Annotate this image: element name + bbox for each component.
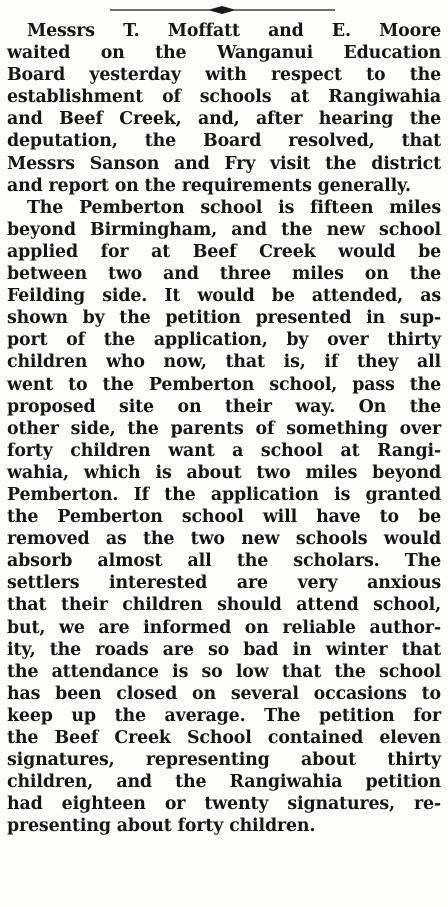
text-line: proposed site on their way. On the <box>7 396 441 417</box>
text-line: Pemberton. If the application is granted <box>7 484 441 505</box>
text-line: Board yesterday with respect to the <box>7 65 441 86</box>
article-paragraph <box>7 197 441 838</box>
text-line: beyond Birmingham, and the new school <box>7 219 441 240</box>
text-line: that their children should attend school, <box>7 595 441 616</box>
text-line: waited on the Wanganui Education <box>7 43 441 64</box>
text-line: ity, the roads are so bad in winter that <box>7 639 441 660</box>
text-line: establishment of schools at Rangiwahia <box>7 87 441 108</box>
text-line: had eighteen or twenty signatures, re- <box>7 794 441 815</box>
text-line: and Beef Creek, and, after hearing the <box>7 109 441 130</box>
text-line: signatures, representing about thirty <box>7 750 441 771</box>
text-line: and report on the requirements generally. <box>7 175 411 196</box>
text-line: children who now, that is, if they all <box>7 352 441 373</box>
text-line: has been closed on several occasions to <box>7 683 441 704</box>
text-line: but, we are informed on reliable author- <box>7 617 441 638</box>
text-line: Feilding side. It would be attended, as <box>7 286 441 307</box>
article-text <box>7 20 441 837</box>
text-line: went to the Pemberton school, pass the <box>7 374 441 395</box>
text-line: forty children want a school at Rangi- <box>7 440 441 461</box>
text-line: The Pemberton school is fifteen miles <box>27 197 441 218</box>
text-line: absorb almost all the scholars. The <box>7 551 441 572</box>
text-line: wahia, which is about two miles beyond <box>7 462 441 483</box>
article-paragraph <box>7 20 441 197</box>
text-line: removed as the two new schools would <box>7 529 441 550</box>
text-line: settlers interested are very anxious <box>7 573 441 594</box>
column-rule-ornament <box>110 4 335 16</box>
text-line: shown by the petition presented in sup- <box>7 308 441 329</box>
text-line: applied for at Beef Creek would be <box>7 241 441 262</box>
text-line: deputation, the Board resolved, that <box>7 131 441 152</box>
text-line: keep up the average. The petition for <box>7 705 441 726</box>
text-line: the attendance is so low that the school <box>7 661 441 682</box>
text-line: Messrs Sanson and Fry visit the district <box>7 153 441 174</box>
text-line: the Beef Creek School contained eleven <box>7 728 441 748</box>
text-line: other side, the parents of something over <box>7 418 441 439</box>
text-line: port of the application, by over thirty <box>7 330 441 351</box>
text-line: Messrs T. Moffatt and E. Moore <box>27 21 441 41</box>
text-line: presenting about forty children. <box>7 816 316 837</box>
text-line: children, and the Rangiwahia petition <box>7 772 441 793</box>
text-line: between two and three miles on the <box>7 264 441 285</box>
text-line: the Pemberton school will have to be <box>7 507 441 528</box>
